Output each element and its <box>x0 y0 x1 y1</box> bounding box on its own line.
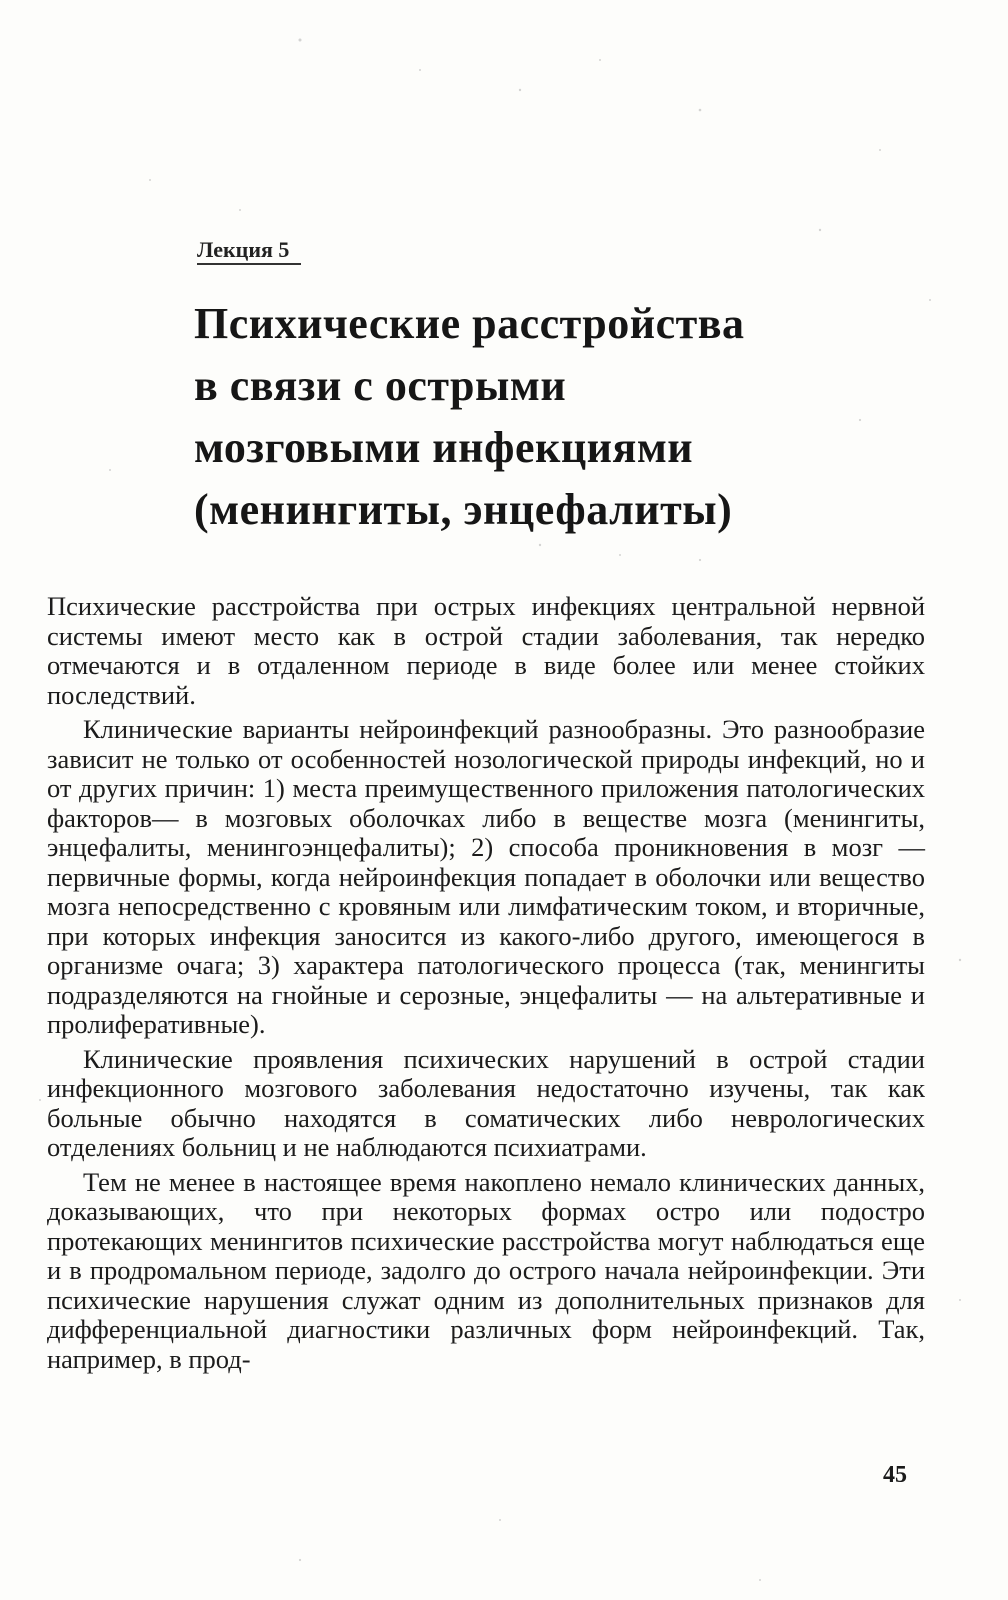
title-line: мозговыми инфекциями <box>194 423 694 472</box>
paragraph: Тем не менее в настоящее время накоплено немало клинических данных, доказывающих, что при некоторых формах остро или подостро протекающих менингитов психические расстройства могут наблюдаться еще и в продромальном периоде, задолго до острого начала нейроинфекции. Эти психические нарушения служат одним из дополнительных признаков для дифференциальной диагностики различных форм нейроинфекций. Так, например, в прод- <box>47 1166 925 1374</box>
title-line: в связи с острыми <box>194 361 567 410</box>
lecture-underline <box>197 263 301 265</box>
paragraph: Клинические проявления психических нарушений в острой стадии инфекционного мозгового заболевания недостаточно изучены, так как больные обычно находятся в соматических либо неврологических отделениях больниц и не наблюдаются психиатрами. <box>47 1043 925 1162</box>
chapter-title <box>194 293 834 541</box>
paragraph: Психические расстройства при острых инфекциях центральной нервной системы имеют место как в острой стадии заболевания, так нередко отмечаются и в отдаленном периоде в виде более или менее стойких последствий. <box>47 591 925 710</box>
page-number: 45 <box>883 1462 907 1488</box>
paragraph: Клинические варианты нейроинфекций разнообразны. Это разнообразие зависит не только от особенностей нозологической природы инфекций, но и от других причин: 1) места преимущественного приложения патологических факторов— в мозговых оболочках либо в веществе мозга (менингиты, энцефалиты, менингоэнцефалиты); 2) способа проникновения в мозг — первичные формы, когда нейроинфекция попадает в оболочки или вещество мозга непосредственно с кровяным или лимфатическим током, и вторичные, при которых инфекция заносится из какого-либо другого, имеющегося в организме очага; 3) характера патологического процесса (так, менингиты подразделяются на гнойные и серозные, энцефалиты — на альтеративные и пролиферативные). <box>47 714 925 1039</box>
lecture-label: Лекция 5 <box>197 237 290 262</box>
title-line: (менингиты, энцефалиты) <box>194 485 733 534</box>
body-text <box>47 592 925 1379</box>
title-line: Психические расстройства <box>194 299 745 348</box>
